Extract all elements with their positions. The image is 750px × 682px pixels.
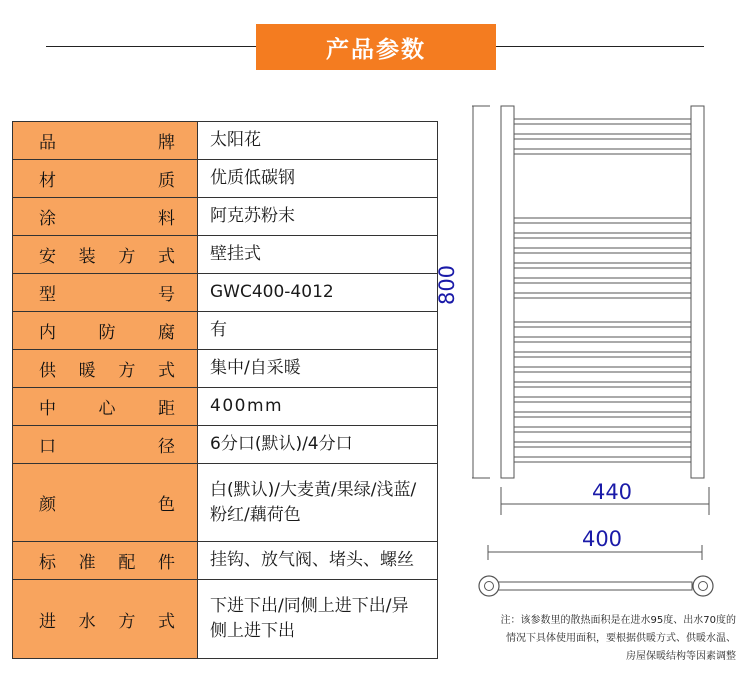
spec-table — [12, 121, 438, 659]
spec-row-color — [13, 464, 438, 542]
height-dimension — [435, 106, 490, 478]
spec-value: 有 — [198, 312, 438, 350]
radiator-front-view — [501, 106, 704, 478]
radiator-bar — [514, 352, 691, 357]
spec-value: 下进下出/同侧上进下出/异侧上进下出 — [198, 580, 438, 659]
spec-row-caliber — [13, 426, 438, 464]
radiator-bar — [514, 218, 691, 223]
spec-row-model — [13, 274, 438, 312]
spec-value: 集中/自采暖 — [198, 350, 438, 388]
spec-row-accessories — [13, 542, 438, 580]
spec-row-heating — [13, 350, 438, 388]
spec-value: 400mm — [198, 388, 438, 426]
radiator-bar — [514, 248, 691, 253]
spec-value: 阿克苏粉末 — [198, 198, 438, 236]
radiator-bar — [514, 457, 691, 462]
spec-label: 标准配件 — [13, 542, 198, 580]
spec-label: 中心距 — [13, 388, 198, 426]
radiator-bottom-view — [479, 576, 713, 596]
spec-row-material — [13, 160, 438, 198]
center-distance-dimension — [488, 527, 702, 560]
spec-value: 6分口(默认)/4分口 — [198, 426, 438, 464]
radiator-dimension-diagram — [435, 95, 740, 607]
radiator-bar — [514, 397, 691, 402]
radiator-bar — [514, 442, 691, 447]
radiator-bar — [514, 337, 691, 342]
radiator-bar — [514, 278, 691, 283]
radiator-bar — [514, 119, 691, 124]
spec-row-center-distance — [13, 388, 438, 426]
radiator-right-post — [691, 106, 704, 478]
spec-label: 型号 — [13, 274, 198, 312]
spec-value: 太阳花 — [198, 122, 438, 160]
page-title: 产品参数 — [256, 24, 496, 70]
spec-label: 安装方式 — [13, 236, 198, 274]
width-dimension — [501, 480, 709, 515]
radiator-bar — [514, 149, 691, 154]
radiator-bar — [514, 263, 691, 268]
spec-label: 颜色 — [13, 464, 198, 542]
spec-label: 供暖方式 — [13, 350, 198, 388]
radiator-bar — [514, 134, 691, 139]
radiator-bar — [514, 382, 691, 387]
header-rule-left — [46, 46, 256, 47]
spec-value: GWC400-4012 — [198, 274, 438, 312]
spec-value: 壁挂式 — [198, 236, 438, 274]
radiator-bar — [514, 293, 691, 298]
footnote — [440, 612, 736, 666]
footnote-line: 注：该参数里的散热面积是在进水95度、出水70度的 — [500, 615, 736, 626]
radiator-bar — [514, 367, 691, 372]
footnote-line: 情况下具体使用面积，要根据供暖方式、供暖水温、 — [506, 633, 736, 644]
spec-label: 口径 — [13, 426, 198, 464]
radiator-bar — [514, 322, 691, 327]
header-rule-right — [496, 46, 704, 47]
spec-value: 白(默认)/大麦黄/果绿/浅蓝/粉红/藕荷色 — [198, 464, 438, 542]
center-distance-label: 400 — [581, 527, 623, 551]
spec-value: 优质低碳钢 — [198, 160, 438, 198]
radiator-bar — [514, 233, 691, 238]
width-label: 440 — [591, 480, 633, 504]
spec-value: 挂钩、放气阀、堵头、螺丝 — [198, 542, 438, 580]
spec-label: 品牌 — [13, 122, 198, 160]
spec-label: 内防腐 — [13, 312, 198, 350]
radiator-left-post — [501, 106, 514, 478]
footnote-line: 房屋保暖结构等因素调整 — [626, 651, 736, 662]
spec-label: 进水方式 — [13, 580, 198, 659]
spec-row-install — [13, 236, 438, 274]
spec-label: 材质 — [13, 160, 198, 198]
spec-row-coating — [13, 198, 438, 236]
radiator-bar — [514, 412, 691, 417]
spec-row-anticorrosion — [13, 312, 438, 350]
spec-row-brand — [13, 122, 438, 160]
spec-label: 涂料 — [13, 198, 198, 236]
radiator-bar — [514, 427, 691, 432]
height-label: 800 — [435, 264, 459, 306]
spec-row-inlet — [13, 580, 438, 659]
